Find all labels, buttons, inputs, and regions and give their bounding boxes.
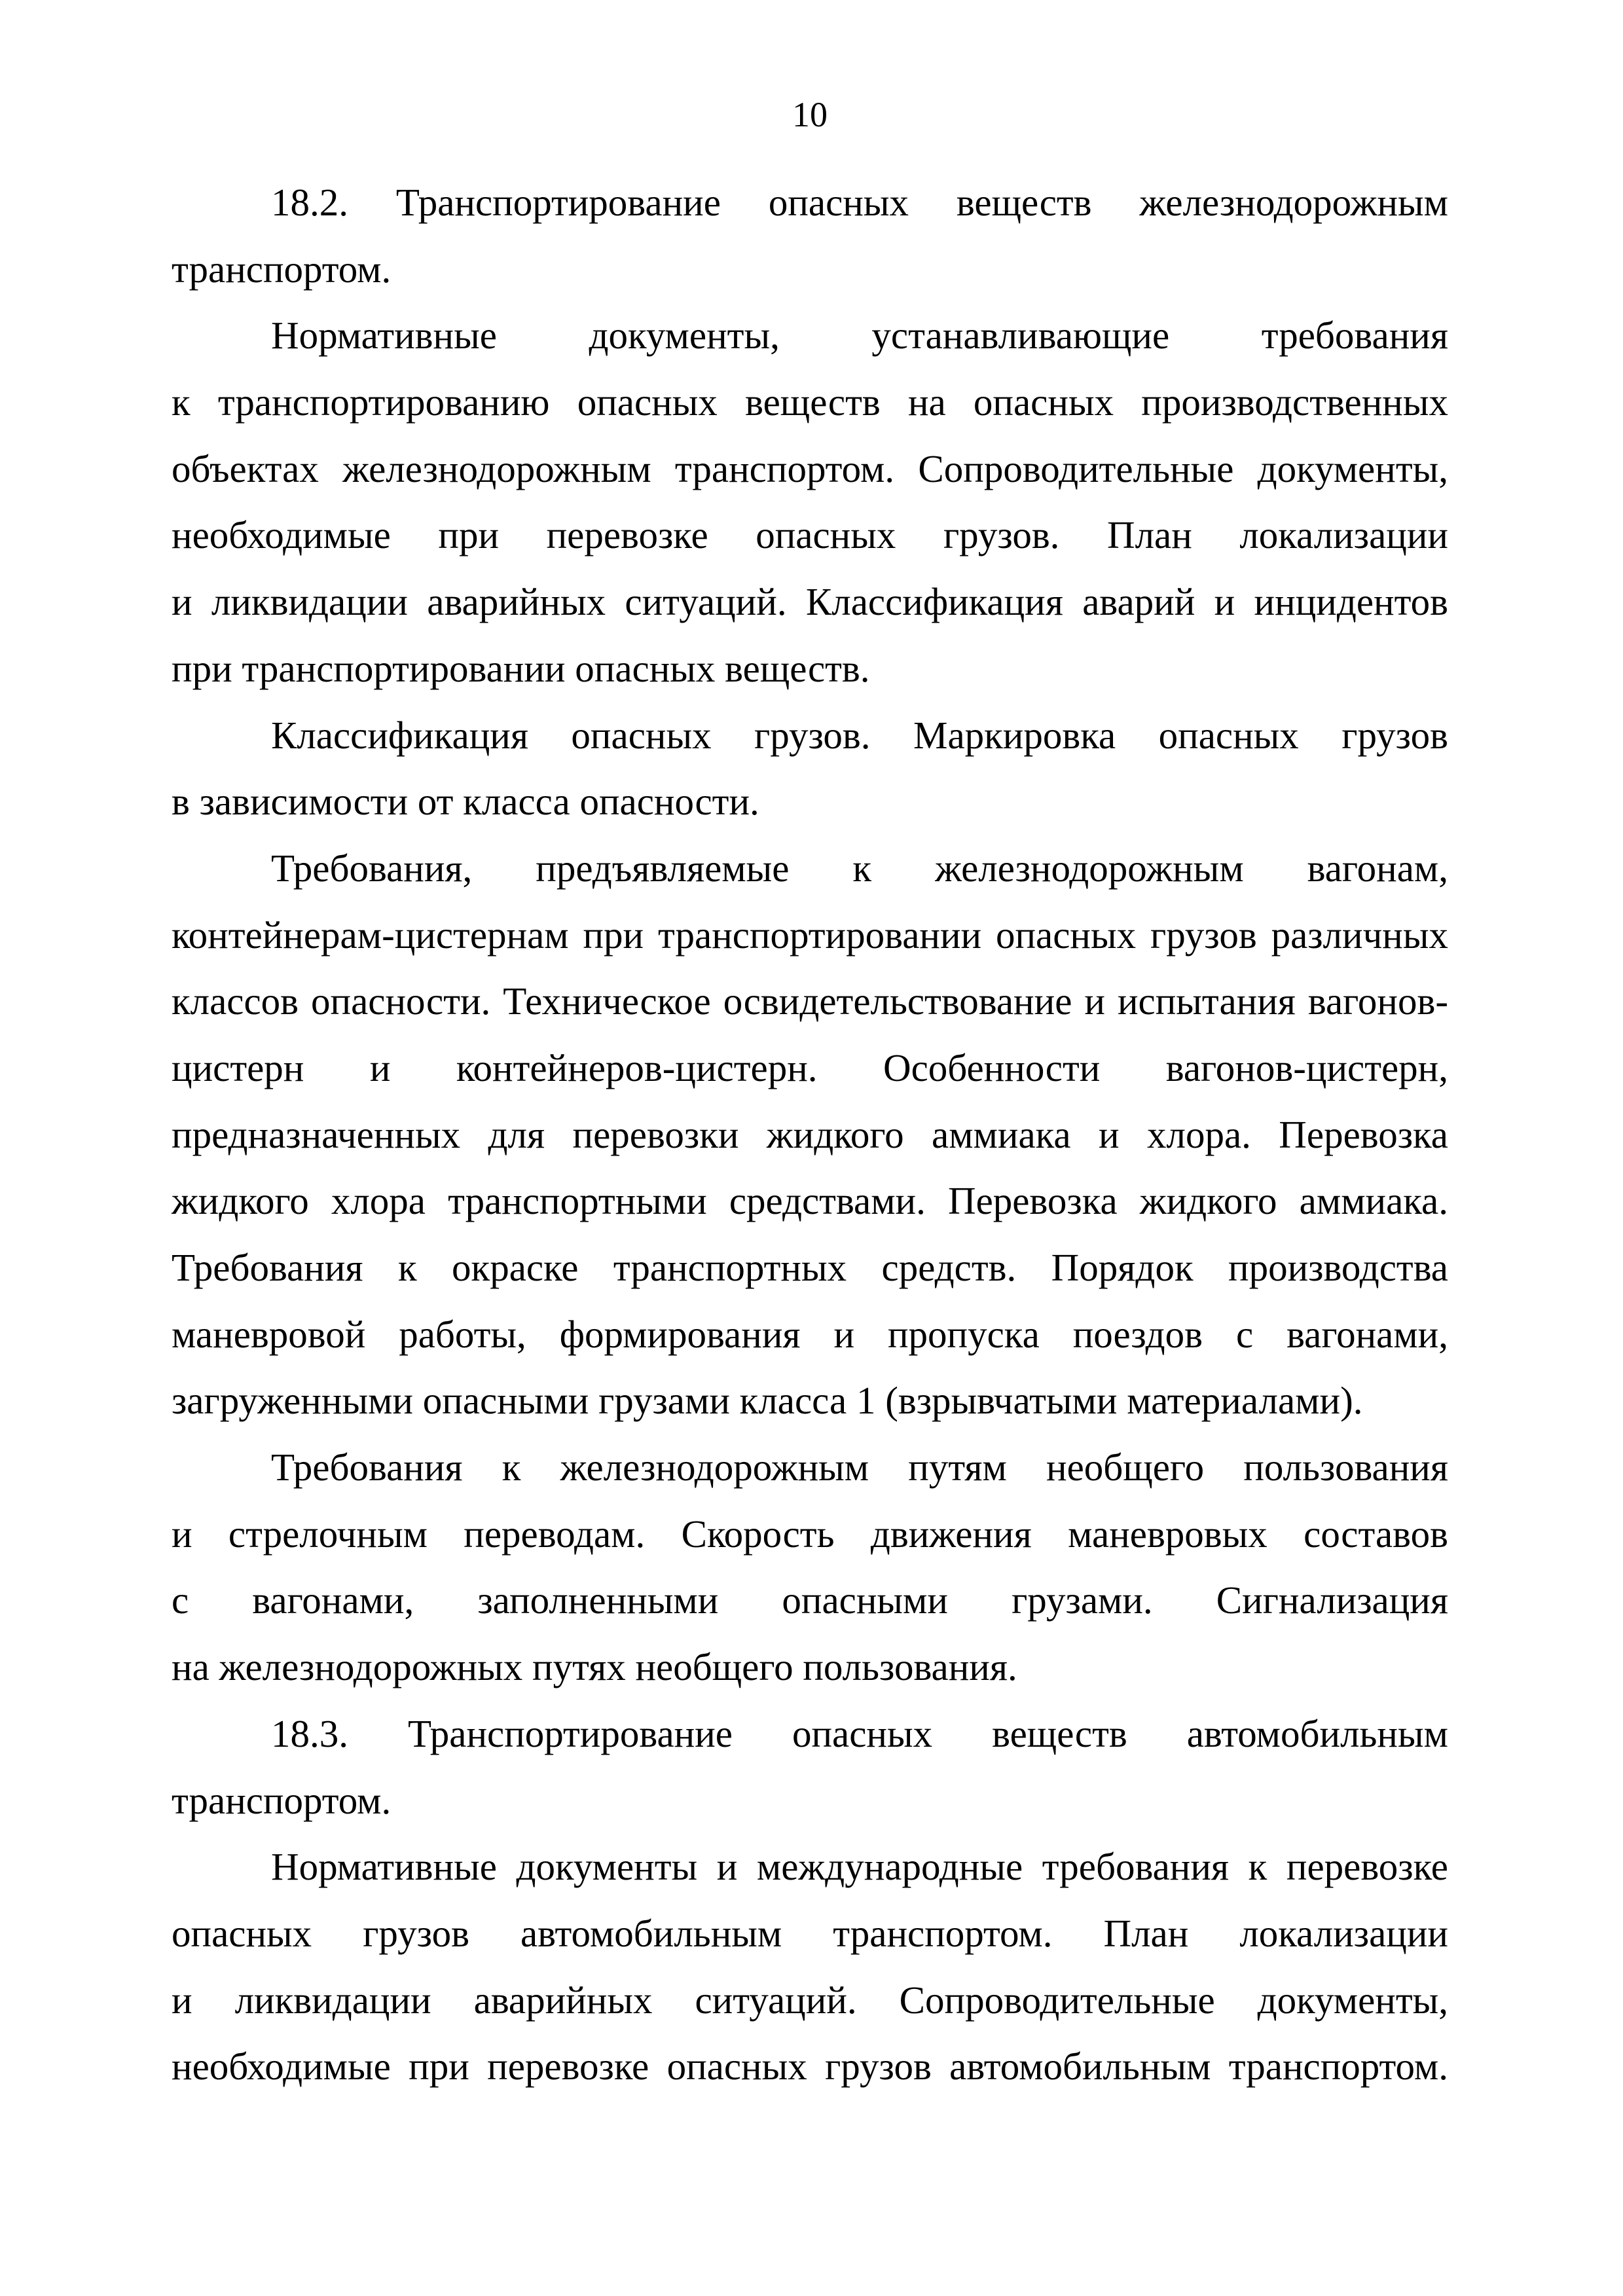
paragraph-rail-normative-docs — [172, 302, 1448, 702]
text-line: предназначенных для перевозки жидкого аммиака и хлора. Перевозка — [172, 1112, 1448, 1156]
text-line: опасных грузов автомобильным транспортом. План локализации — [172, 1911, 1448, 1955]
text-line: Требования к железнодорожным путям необщего пользования — [271, 1446, 1448, 1489]
text-line: классов опасности. Техническое освидетельствование и испытания вагонов- — [172, 979, 1448, 1023]
text-line: 18.2. Транспортирование опасных веществ железнодорожным — [271, 181, 1448, 224]
text-line: транспортом. — [172, 1778, 392, 1822]
text-line: и ликвидации аварийных ситуаций. Сопроводительные документы, — [172, 1978, 1448, 2022]
text-line: цистерн и контейнеров-цистерн. Особенности вагонов-цистерн, — [172, 1046, 1448, 1089]
text-line: контейнерам-цистернам при транспортировании опасных грузов различных — [172, 913, 1448, 957]
text-line: на железнодорожных путях необщего пользования. — [172, 1645, 1017, 1689]
text-line: Классификация опасных грузов. Маркировка опасных грузов — [271, 713, 1448, 757]
document-body — [172, 170, 1448, 2100]
text-line: необходимые при перевозке опасных грузов. План локализации — [172, 513, 1448, 557]
text-line: Нормативные документы и международные требования к перевозке — [271, 1845, 1448, 1889]
text-line: к транспортированию опасных веществ на опасных производственных — [172, 380, 1448, 424]
text-line: 18.3. Транспортирование опасных веществ автомобильным — [271, 1711, 1448, 1755]
text-line: Требования к окраске транспортных средств. Порядок производства — [172, 1246, 1448, 1289]
section-heading-18-2 — [172, 170, 1448, 302]
paragraph-road-normative-docs — [172, 1834, 1448, 2100]
text-line: объектах железнодорожным транспортом. Сопроводительные документы, — [172, 446, 1448, 490]
text-line: и стрелочным переводам. Скорость движения маневровых составов — [172, 1512, 1448, 1556]
text-line: необходимые при перевозке опасных грузов автомобильным транспортом. — [172, 2045, 1448, 2088]
text-line: в зависимости от класса опасности. — [172, 780, 759, 824]
text-line: и ликвидации аварийных ситуаций. Классификация аварий и инцидентов — [172, 580, 1448, 624]
text-line: загруженными опасными грузами класса 1 (взрывчатыми материалами). — [172, 1379, 1363, 1423]
text-line: с вагонами, заполненными опасными грузами. Сигнализация — [172, 1578, 1448, 1622]
text-line: при транспортировании опасных веществ. — [172, 646, 870, 690]
text-line: транспортом. — [172, 247, 392, 291]
text-line: Нормативные документы, устанавливающие требования — [271, 314, 1448, 357]
text-line: Требования, предъявляемые к железнодорожным вагонам, — [271, 846, 1448, 890]
paragraph-track-requirements — [172, 1434, 1448, 1701]
text-line: маневровой работы, формирования и пропуска поездов с вагонами, — [172, 1312, 1448, 1356]
section-heading-18-3 — [172, 1701, 1448, 1834]
page-number: 10 — [792, 95, 828, 134]
text-line: жидкого хлора транспортными средствами. Перевозка жидкого аммиака. — [172, 1179, 1448, 1223]
paragraph-wagon-requirements — [172, 835, 1448, 1434]
paragraph-cargo-classification — [172, 702, 1448, 835]
